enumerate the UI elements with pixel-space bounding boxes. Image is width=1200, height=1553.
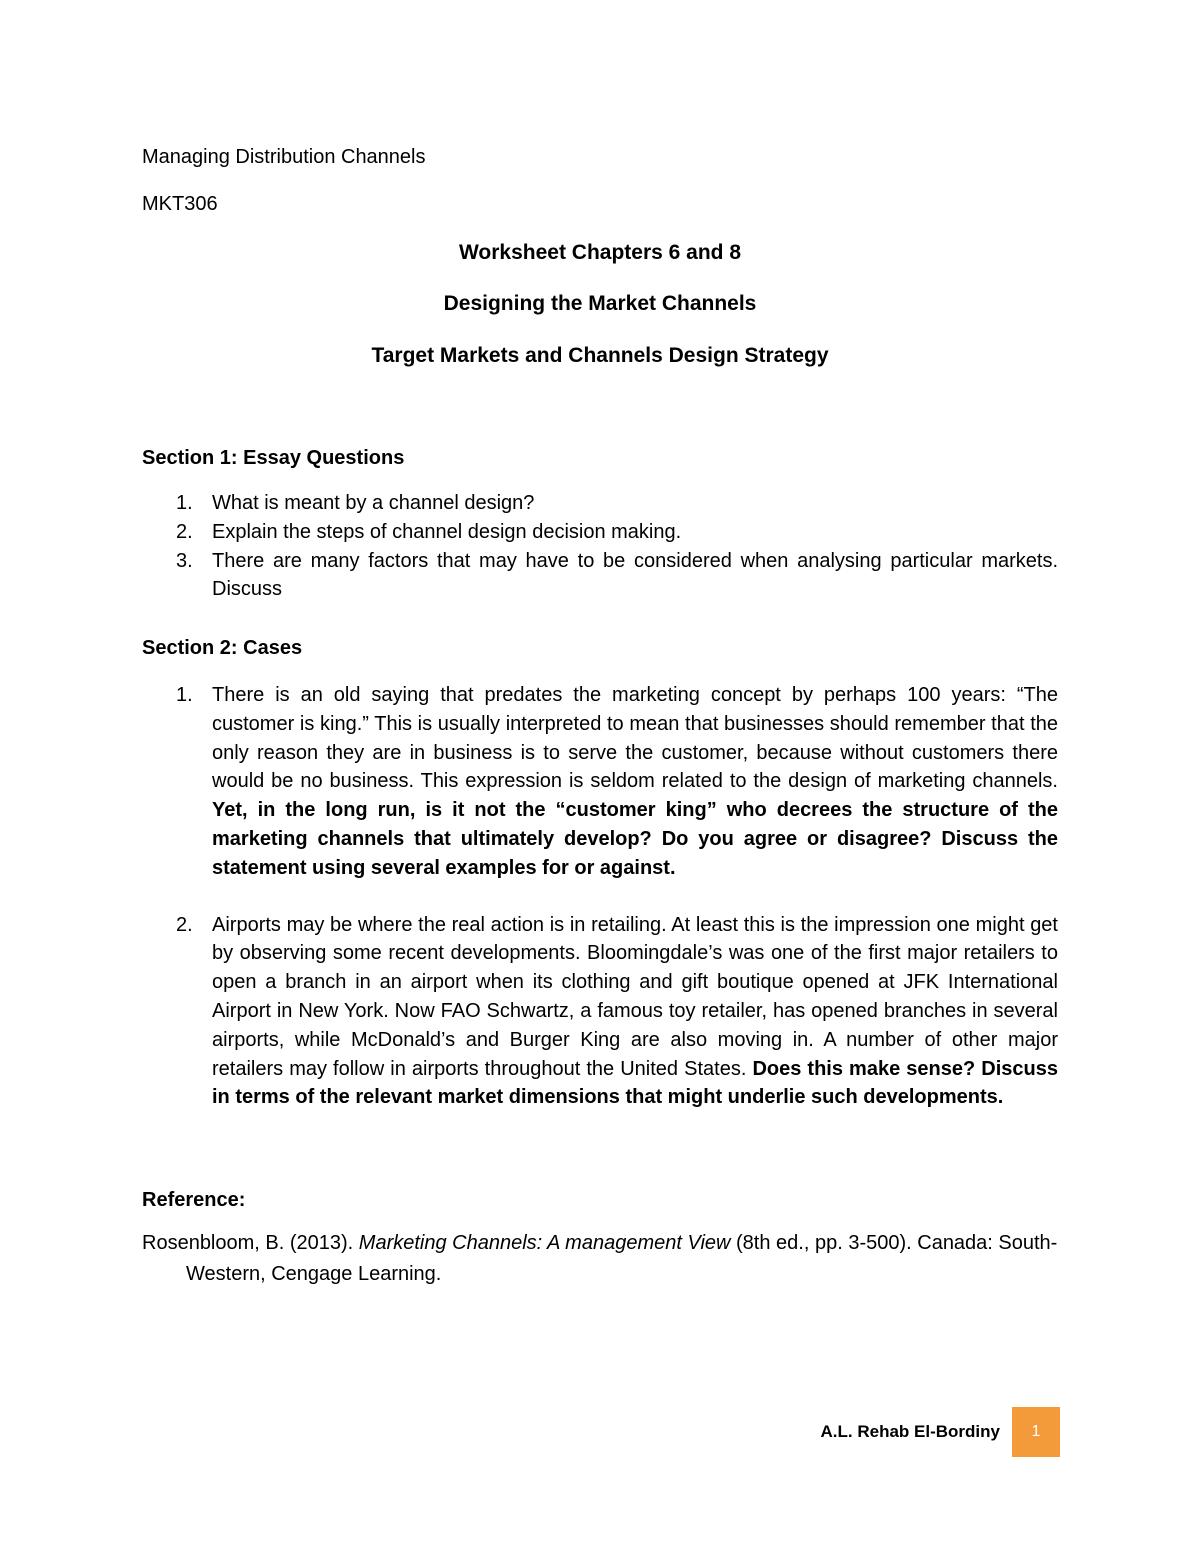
list-item [142,518,1058,547]
list-item [142,681,1058,883]
case-question: Yet, in the long run, is it not the “customer king” who decrees the structure of the marketing channels that ultimately develop? Do you agree or disagree? Discuss the statement using several examples for or against. [212,799,1058,879]
reference-entry [142,1228,1058,1290]
list-item [142,489,1058,518]
essay-questions-list [142,489,1058,604]
section-2-heading: Section 2: Cases [142,637,303,659]
footer-author: A.L. Rehab El-Bordiny [820,1422,1000,1441]
list-item [142,911,1058,1113]
case-question: Does this make sense? Discuss in terms of the relevant market dimensions that might underlie such developments. [212,1057,1058,1109]
reference-details: (8th ed., pp. 3-500). Canada: South-Western, Cengage Learning. [186,1232,1058,1285]
list-item-number: 2. [176,520,193,543]
list-item-text: There are many factors that may have to be considered when analysing particular markets. Discuss [212,549,1058,601]
list-item [142,547,1058,605]
worksheet-title: Worksheet Chapters 6 and 8 [458,241,742,264]
case-text: Airports may be where the real action is in retailing. At least this is the impression one might get by observing some recent developments. Bloomingdale’s was one of the first major retailers to open a branch in an airport when its clothing and gift boutique opened at JFK International Airport in New York. Now FAO Schwartz, a famous toy retailer, has opened branches in several airports, while McDonald’s and Burger King are also moving in. A number of other major retailers may follow in airports throughout the United States. [212,913,1058,1080]
worksheet-subtitle: Designing the Market Channels [443,292,757,315]
cases-list [142,681,1058,1112]
list-item-text: What is meant by a channel design? [212,492,535,514]
section-1-heading: Section 1: Essay Questions [142,447,405,469]
list-item-number: 1. [176,684,193,706]
reference-heading: Reference: [142,1189,246,1211]
list-item-number: 1. [176,492,193,514]
list-item-number: 2. [176,913,193,936]
list-item-text: Explain the steps of channel design decision making. [212,520,682,543]
page-number-badge: 1 [1012,1407,1060,1457]
course-code: MKT306 [142,193,218,215]
case-text: There is an old saying that predates the marketing concept by perhaps 100 years: “The customer is king.” This is usually interpreted to mean that businesses should remember that the only reason they are in business is to serve the customer, because without customers there would be no business. This expression is seldom related to the design of marketing channels. [212,684,1058,793]
reference-author-year: Rosenbloom, B. (2013). [142,1232,359,1254]
course-name: Managing Distribution Channels [142,146,426,168]
reference-book-title: Marketing Channels: A management View [358,1232,731,1254]
worksheet-topic: Target Markets and Channels Design Strategy [371,344,829,367]
list-item-number: 3. [176,549,193,572]
